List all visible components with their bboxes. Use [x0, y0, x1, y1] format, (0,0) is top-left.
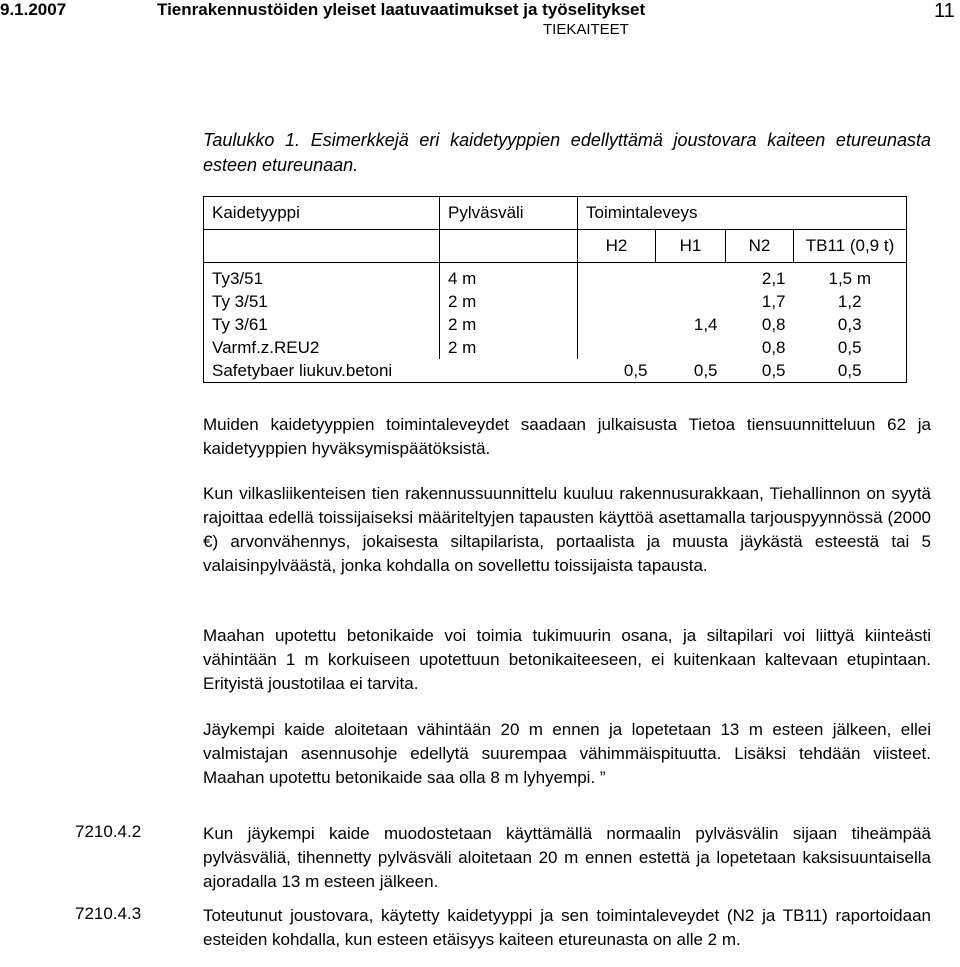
table-row: [204, 263, 907, 291]
table-header-row: [204, 197, 907, 230]
cell-h1: [656, 290, 726, 313]
cell-type: Ty 3/61: [204, 313, 440, 336]
cell-tb11: 1,5 m: [794, 263, 907, 291]
header-date: 9.1.2007: [0, 0, 67, 19]
cell-spacing: 2 m: [440, 336, 578, 359]
cell-h1: [656, 263, 726, 291]
cell-n2: 0,5: [726, 359, 794, 383]
col-header-spacing: Pylväsväli: [440, 197, 578, 230]
table-subheader-row: [204, 230, 907, 263]
col-header-n2: N2: [726, 230, 794, 263]
cell-n2: 0,8: [761, 337, 786, 357]
paragraph-stiffer: Jäykempi kaide aloitetaan vähintään 20 m ennen ja lopetetaan 13 m esteen jälkeen, ellei valmistajan asennusohje edellytä suurempaa vähimmäispituutta. Lisäksi tehdään viisteet. Maahan upotettu betonikaide saa olla 8 m lyhyempi. ”: [203, 720, 931, 787]
cell-type: Varmf.z.REU2: [204, 336, 440, 359]
cell-h2: [578, 313, 656, 336]
cell-n2: 1,7: [761, 291, 786, 311]
col-header-tb11: TB11 (0,9 t): [794, 230, 907, 263]
section-text: Kun jäykempi kaide muodostetaan käyttämällä normaalin pylväsvälin sijaan tiheämpää pylväsväliä, tihennetty pylväsväli aloitetaan 20 m ennen estettä ja lopetetaan kaksisuuntaisella ajoradalla 13 m esteen jälkeen.: [203, 824, 931, 891]
cell-h1: [656, 336, 726, 359]
cell-spacing: 2 m: [440, 290, 578, 313]
cell-spacing: 4 m: [440, 263, 578, 291]
table-row: [204, 313, 907, 336]
cell-h2: 0,5: [578, 359, 656, 383]
page-number: 11: [934, 0, 955, 22]
table-row: [204, 336, 907, 359]
cell-h1: 1,4: [693, 314, 718, 334]
col-header-width: Toimintaleveys: [578, 197, 907, 230]
cell-h2: [578, 336, 656, 359]
paragraph-other-types: Muiden kaidetyyppien toimintaleveydet saadaan julkaisusta Tietoa tiensuunnitteluun 62 ja kaidetyyppien hyväksymispäätöksistä.: [203, 415, 931, 458]
cell-type: Ty 3/51: [204, 290, 440, 313]
col-header-h1: H1: [656, 230, 726, 263]
cell-tb11: 0,3: [794, 313, 907, 336]
paragraph-contract: Kun vilkasliikenteisen tien rakennussuunnittelu kuuluu rakennusurakkaan, Tiehallinnon on syytä rajoittaa edellä toissijaiseksi määriteltyjen tapausten käyttöä asettamalla tarjouspyynnössä (2000 €) arvonvähennys, jokaisesta siltapilarista, portaalista ja muusta jäykästä esteestä tai 5 valaisinpylväästä, jonka kohdalla on sovellettu toissijaista tapausta.: [203, 484, 931, 575]
col-header-h2: H2: [578, 230, 656, 263]
table-row: [204, 359, 907, 383]
guardrail-table: [203, 196, 907, 383]
cell-tb11: 1,2: [794, 290, 907, 313]
cell-type: Safetybaer liukuv.betoni: [204, 359, 578, 383]
header-title: Tienrakennustöiden yleiset laatuvaatimukset ja työselitykset: [157, 0, 646, 19]
col-header-type: Kaidetyyppi: [204, 197, 440, 230]
cell-tb11: 0,5: [794, 336, 907, 359]
table-caption: Taulukko 1. Esimerkkejä eri kaidetyyppien edellyttämä joustovara kaiteen etureunasta esteen etureunaan.: [203, 130, 931, 175]
cell-n2: 2,1: [761, 268, 786, 288]
page-header: [0, 0, 960, 46]
section-number: 7210.4.3: [75, 904, 142, 923]
cell-tb11: 0,5: [794, 359, 907, 383]
cell-type: Ty3/51: [204, 263, 440, 291]
section-number: 7210.4.2: [75, 822, 142, 841]
table-row: [204, 290, 907, 313]
cell-n2: 0,8: [761, 314, 786, 334]
cell-h2: [578, 263, 656, 291]
cell-spacing: 2 m: [440, 313, 578, 336]
cell-h1: 0,5: [656, 359, 726, 383]
section-text: Toteutunut joustovara, käytetty kaidetyyppi ja sen toimintaleveydet (N2 ja TB11) raportoidaan esteiden kohdalla, kun esteen etäisyys kaiteen etureunasta on alle 2 m.: [203, 906, 931, 949]
paragraph-concrete: Maahan upotettu betonikaide voi toimia tukimuurin osana, ja siltapilari voi liittyä kiinteästi vähintään 1 m korkuiseen upotettuun betonikaiteeseen, ei kuitenkaan kaltevaan etupintaan. Erityistä joustotilaa ei tarvita.: [203, 626, 931, 693]
header-subtitle: TIEKAITEET: [543, 21, 629, 38]
cell-h2: [578, 290, 656, 313]
